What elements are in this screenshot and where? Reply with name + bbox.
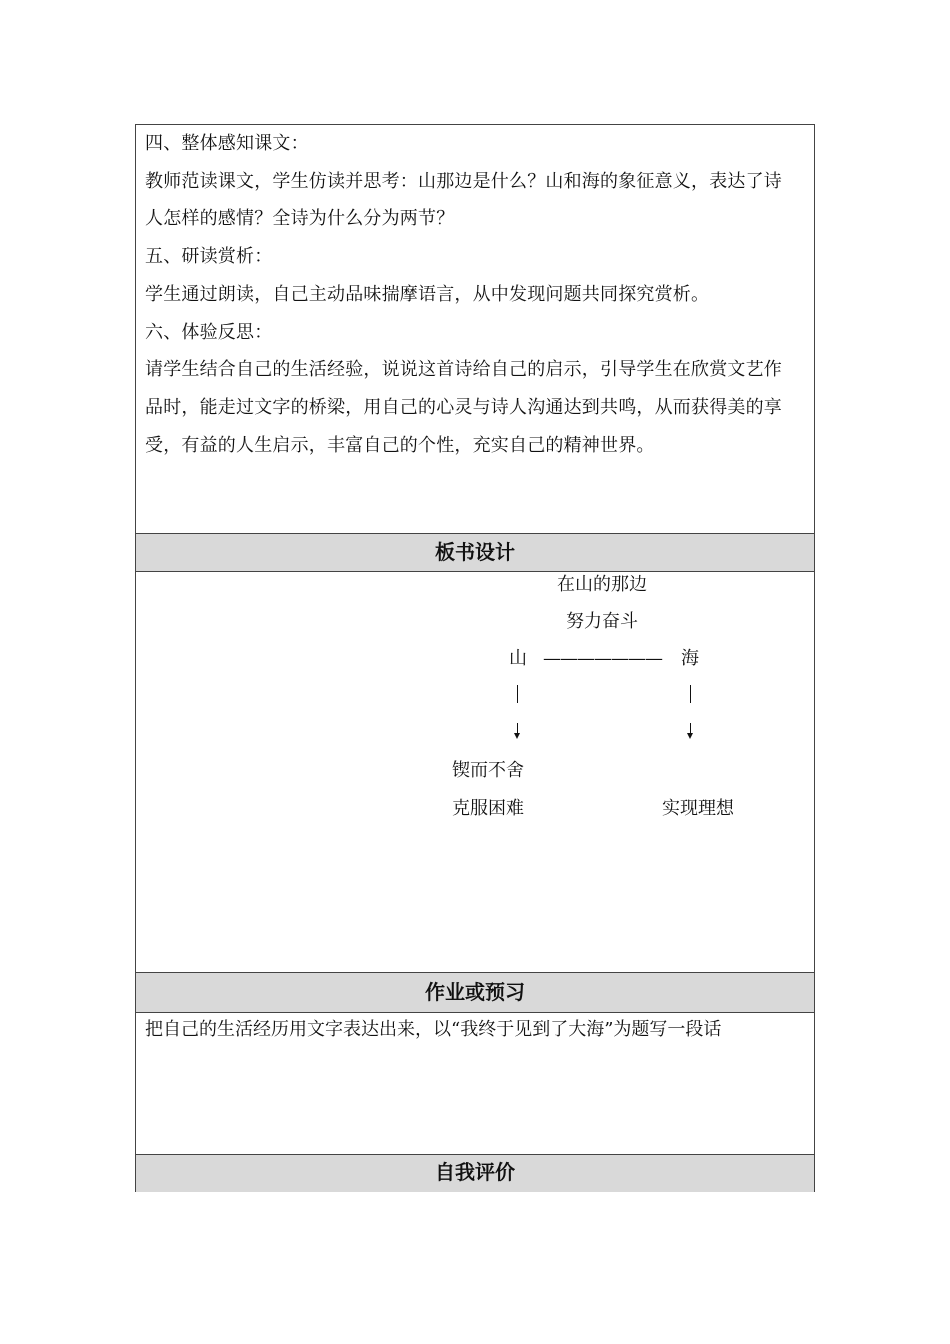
board-title: 在山的那边	[557, 574, 647, 595]
board-right-vertical-line	[690, 685, 691, 703]
teaching-process-text	[145, 125, 809, 464]
board-left-arrow-icon	[517, 723, 518, 734]
board-design-header: 板书设计	[136, 534, 814, 572]
board-right-arrow-icon	[690, 723, 691, 734]
homework-header: 作业或预习	[136, 973, 814, 1013]
self-evaluation-header: 自我评价	[136, 1155, 814, 1192]
lesson-plan-table	[135, 124, 815, 1192]
board-connector-dash: ———————	[543, 648, 662, 669]
step-four-line-1: 教师范读课文，学生仿读并思考：山那边是什么？山和海的象征意义，表达了诗	[145, 170, 782, 192]
board-left-meaning-1: 锲而不舍	[452, 760, 524, 781]
step-four-heading: 四、整体感知课文：	[145, 133, 309, 154]
step-six-line-2: 品时，能走过文字的桥梁，用自己的心灵与诗人沟通达到共鸣，从而获得美的享	[145, 396, 782, 418]
step-five-heading: 五、研读赏析：	[145, 246, 273, 268]
step-six-line-1: 请学生结合自己的生活经验，说说这首诗给自己的启示，引导学生在欣赏文艺作	[145, 359, 782, 381]
board-design-cell	[136, 572, 814, 973]
step-six-line-3: 受，有益的人生启示，丰富自己的个性，充实自己的精神世界。	[145, 434, 655, 456]
step-four-line-2: 人怎样的感情？全诗为什么分为两节？	[145, 208, 455, 230]
board-subtitle: 努力奋斗	[566, 611, 638, 632]
board-right-meaning: 实现理想	[662, 798, 734, 819]
board-left-meaning-2: 克服困难	[452, 798, 524, 819]
step-six-heading: 六、体验反思：	[145, 321, 273, 343]
teaching-process-cell	[136, 125, 814, 534]
board-left-vertical-line	[517, 685, 518, 703]
board-mountain: 山	[509, 648, 527, 669]
board-sea: 海	[681, 648, 699, 669]
homework-cell	[136, 1013, 814, 1155]
homework-text: 把自己的生活经历用文字表达出来，以“我终于见到了大海”为题写一段话	[145, 1019, 722, 1040]
step-five-line-1: 学生通过朗读，自己主动品味揣摩语言，从中发现问题共同探究赏析。	[145, 283, 710, 305]
